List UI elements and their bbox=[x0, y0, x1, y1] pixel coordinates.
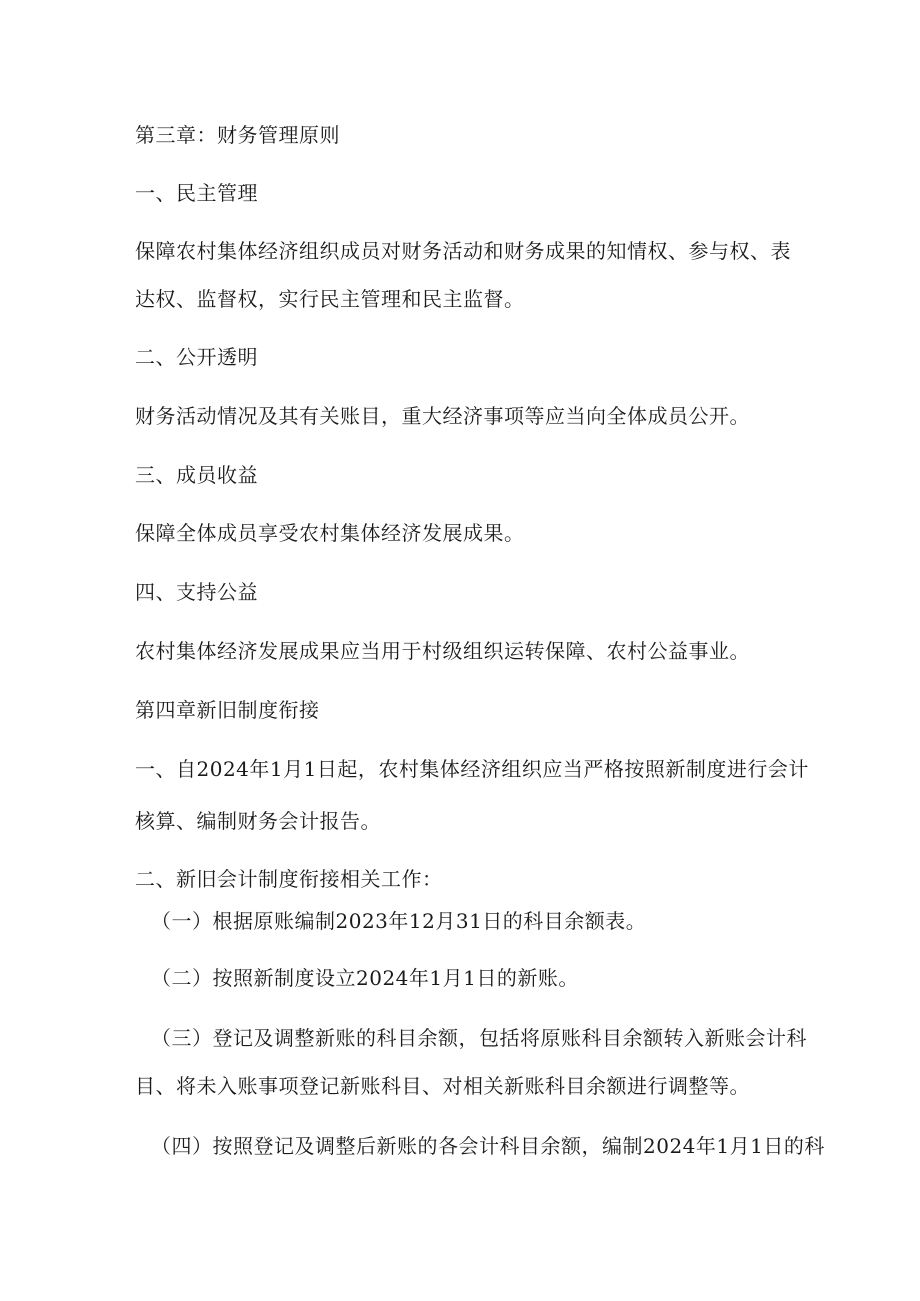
sub-item-3-line-1: （三）登记及调整新账的科目余额，包括将原账科目余额转入新账会计科 bbox=[151, 1026, 807, 1050]
section-1-body-line-2: 达权、监督权，实行民主管理和民主监督。 bbox=[135, 287, 525, 311]
sub-item-3-line-2: 目、将未入账事项登记新账科目、对相关新账科目余额进行调整等。 bbox=[135, 1074, 750, 1098]
section-2-body: 财务活动情况及其有关账目，重大经济事项等应当向全体成员公开。 bbox=[135, 404, 750, 428]
item-1-line-2: 核算、编制财务会计报告。 bbox=[135, 809, 381, 833]
section-4-heading: 四、支持公益 bbox=[135, 580, 258, 604]
section-4-body: 农村集体经济发展成果应当用于村级组织运转保障、农村公益事业。 bbox=[135, 639, 750, 663]
section-1-heading: 一、民主管理 bbox=[135, 181, 258, 205]
sub-item-4-line-1: （四）按照登记及调整后新账的各会计科目余额，编制2024年1月1日的科 bbox=[151, 1134, 825, 1158]
section-1-body-line-1: 保障农村集体经济组织成员对财务活动和财务成果的知情权、参与权、表 bbox=[135, 239, 791, 263]
chapter-3-title: 第三章：财务管理原则 bbox=[135, 123, 340, 147]
sub-item-1: （一）根据原账编制2023年12月31日的科目余额表。 bbox=[151, 909, 647, 933]
sub-item-2: （二）按照新制度设立2024年1月1日的新账。 bbox=[151, 966, 579, 990]
section-3-body: 保障全体成员享受农村集体经济发展成果。 bbox=[135, 521, 525, 545]
section-2-heading: 二、公开透明 bbox=[135, 345, 258, 369]
section-3-heading: 三、成员收益 bbox=[135, 463, 258, 487]
item-2-heading: 二、新旧会计制度衔接相关工作： bbox=[135, 867, 443, 891]
item-1-line-1: 一、自2024年1月1日起，农村集体经济组织应当严格按照新制度进行会计 bbox=[135, 757, 809, 781]
chapter-4-title: 第四章新旧制度衔接 bbox=[135, 698, 320, 722]
